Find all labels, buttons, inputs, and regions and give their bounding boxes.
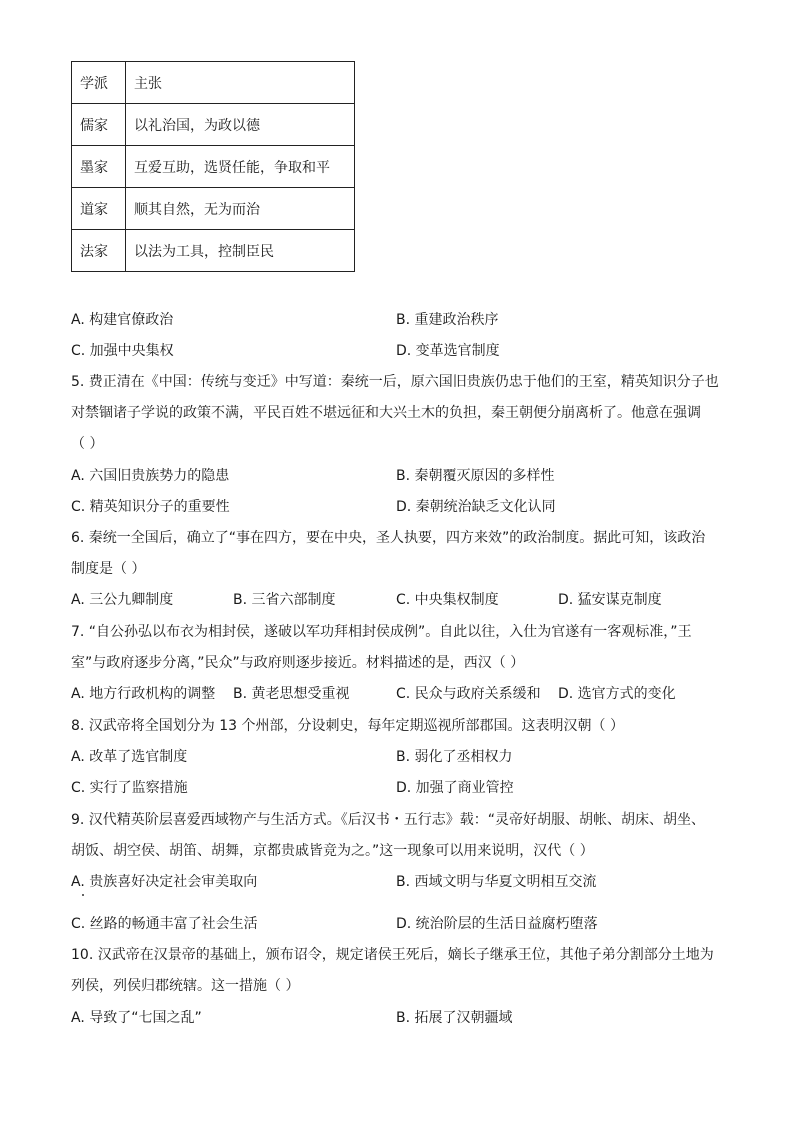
table-row <box>72 188 355 230</box>
q8-stem-line: 8. 汉武帝将全国划分为 13 个州部，分设刺史，每年定期巡视所部郡国。这表明汉朝（ ） <box>71 718 624 734</box>
q6-option-d: D. 猛安谋克制度 <box>558 592 662 608</box>
q7-option-a: A. 地方行政机构的调整 <box>71 686 216 702</box>
q5-option-c: C. 精英知识分子的重要性 <box>71 499 230 515</box>
q5-option-d: D. 秦朝统治缺乏文化认同 <box>396 499 556 515</box>
q9-option-d: D. 统治阶层的生活日益腐朽堕落 <box>396 916 598 932</box>
stray-dot <box>82 894 84 896</box>
q10-stem-line: 列侯，列侯归郡统辖。这一措施（ ） <box>71 978 300 994</box>
q4-option-c: C. 加强中央集权 <box>71 343 174 359</box>
q10-stem-line: 10. 汉武帝在汉景帝的基础上，颁布诏令，规定诸侯王死后，嫡长子继承王位，其他子弟分割部分土地为 <box>71 947 714 963</box>
schools-table <box>71 61 355 272</box>
q4-option-b: B. 重建政治秩序 <box>396 312 499 328</box>
q5-option-a: A. 六国旧贵族势力的隐患 <box>71 468 230 484</box>
table-cell-school: 法家 <box>72 230 126 272</box>
q8-option-d: D. 加强了商业管控 <box>396 780 514 796</box>
q7-stem-line: 7. “自公孙弘以布衣为相封侯，遂破以军功拜相封侯成例”。自此以往，入仕为官遂有一客观标准，”王 <box>71 624 692 640</box>
q10-option-b: B. 拓展了汉朝疆域 <box>396 1010 513 1026</box>
table-cell-claim: 互爱互助，选贤任能，争取和平 <box>126 146 355 188</box>
q8-option-c: C. 实行了监察措施 <box>71 780 188 796</box>
table-cell-school: 道家 <box>72 188 126 230</box>
q4-option-a: A. 构建官僚政治 <box>71 312 174 328</box>
table-cell-claim: 以礼治国，为政以德 <box>126 104 355 146</box>
table-row <box>72 146 355 188</box>
q8-option-a: A. 改革了选官制度 <box>71 749 188 765</box>
q9-option-c: C. 丝路的畅通丰富了社会生活 <box>71 916 258 932</box>
table-header-cell: 学派 <box>72 62 126 104</box>
q8-option-b: B. 弱化了丞相权力 <box>396 749 513 765</box>
table-header-cell: 主张 <box>126 62 355 104</box>
q6-option-a: A. 三公九卿制度 <box>71 592 174 608</box>
q7-option-d: D. 选官方式的变化 <box>558 686 676 702</box>
table-cell-claim: 顺其自然，无为而治 <box>126 188 355 230</box>
q6-stem-line: 制度是（ ） <box>71 561 146 577</box>
table-cell-school: 墨家 <box>72 146 126 188</box>
q5-option-b: B. 秦朝覆灭原因的多样性 <box>396 468 555 484</box>
q6-option-c: C. 中央集权制度 <box>396 592 499 608</box>
table-cell-claim: 以法为工具，控制臣民 <box>126 230 355 272</box>
q5-stem-line: 对禁锢诸子学说的政策不满，平民百姓不堪远征和大兴土木的负担，秦王朝便分崩离析了。他意在强调 <box>71 405 701 421</box>
q9-option-a: A. 贵族喜好决定社会审美取向 <box>71 874 258 890</box>
q5-stem-line: 5. 费正清在《中国：传统与变迁》中写道：秦统一后，原六国旧贵族仍忠于他们的王室，精英知识分子也 <box>71 374 719 390</box>
table-row <box>72 230 355 272</box>
q9-stem-line: 胡饭、胡空侯、胡笛、胡舞，京都贵戚皆竞为之。”这一现象可以用来说明，汉代（ ） <box>71 843 594 859</box>
q9-option-b: B. 西域文明与华夏文明相互交流 <box>396 874 597 890</box>
q6-option-b: B. 三省六部制度 <box>233 592 336 608</box>
table-cell-school: 儒家 <box>72 104 126 146</box>
q7-option-c: C. 民众与政府关系缓和 <box>396 686 541 702</box>
q10-option-a: A. 导致了“七国之乱” <box>71 1010 202 1026</box>
q7-stem-line: 室”与政府逐步分离，”民众”与政府则逐步接近。材料描述的是，西汉（ ） <box>71 655 525 671</box>
q5-stem-line: （ ） <box>71 436 104 452</box>
table-header-row <box>72 62 355 104</box>
q9-stem-line: 9. 汉代精英阶层喜爱西域物产与生活方式。《后汉书・五行志》载：“灵帝好胡服、胡帐、胡床、胡坐、 <box>71 812 706 828</box>
q7-option-b: B. 黄老思想受重视 <box>233 686 350 702</box>
q6-stem-line: 6. 秦统一全国后，确立了“事在四方，要在中央，圣人执要，四方来效”的政治制度。据此可知，该政治 <box>71 530 706 546</box>
q4-option-d: D. 变革选官制度 <box>396 343 500 359</box>
table-row <box>72 104 355 146</box>
